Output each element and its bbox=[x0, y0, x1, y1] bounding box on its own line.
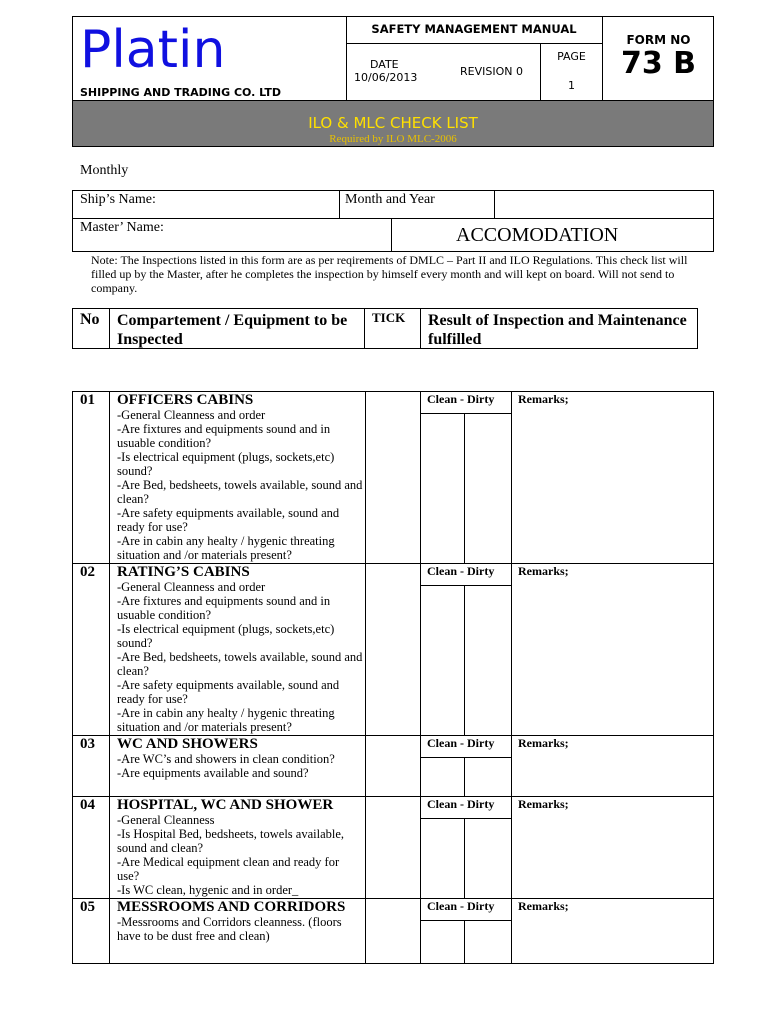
row-number: 02 bbox=[80, 564, 95, 580]
col-compartment: Compartement / Equipment to be Inspected bbox=[117, 312, 348, 348]
row-number: 04 bbox=[80, 797, 95, 813]
list-item: -Is electrical equipment (plugs, sockets,etc) sound? bbox=[117, 450, 335, 478]
company-name: SHIPPING AND TRADING CO. LTD bbox=[80, 86, 281, 99]
clean-dirty-label: Clean - Dirty bbox=[427, 797, 495, 811]
item-list bbox=[117, 580, 363, 734]
page-label: PAGE bbox=[557, 50, 586, 63]
tick-box[interactable] bbox=[366, 797, 419, 897]
clean-dirty-label: Clean - Dirty bbox=[427, 899, 495, 913]
row-divider bbox=[109, 735, 110, 796]
list-item: -Are in cabin any healty / hygenic threating situation and /or materials present? bbox=[117, 706, 335, 734]
frequency: Monthly bbox=[80, 163, 129, 178]
dirty-checkbox[interactable] bbox=[465, 921, 510, 962]
section-title: RATING’S CABINS bbox=[117, 564, 250, 580]
tick-box[interactable] bbox=[366, 392, 419, 562]
tick-box[interactable] bbox=[366, 899, 419, 962]
row-number: 05 bbox=[80, 899, 95, 915]
clean-checkbox[interactable] bbox=[421, 758, 463, 795]
clean-dirty-label: Clean - Dirty bbox=[427, 392, 495, 406]
col-tick: TICK bbox=[372, 310, 406, 325]
company-logo: Platin bbox=[80, 20, 226, 80]
list-item: -Are Bed, bedsheets, towels available, sound and clean? bbox=[117, 650, 363, 678]
dirty-checkbox[interactable] bbox=[465, 414, 510, 562]
tick-box[interactable] bbox=[366, 736, 419, 795]
dirty-checkbox[interactable] bbox=[465, 758, 510, 795]
list-item: -Messrooms and Corridors cleanness. (floors have to be dust free and clean) bbox=[117, 915, 342, 943]
clean-checkbox[interactable] bbox=[421, 921, 463, 962]
ship-name-label: Ship’s Name: bbox=[80, 192, 156, 207]
list-item: -Are WC’s and showers in clean condition? bbox=[117, 752, 335, 766]
remarks-label: Remarks; bbox=[518, 797, 569, 811]
list-item: -Is electrical equipment (plugs, sockets,etc) sound? bbox=[117, 622, 335, 650]
section-title: HOSPITAL, WC AND SHOWER bbox=[117, 797, 334, 813]
item-list bbox=[117, 915, 363, 943]
section-title: MESSROOMS AND CORRIDORS bbox=[117, 899, 346, 915]
month-year-field[interactable] bbox=[495, 191, 713, 218]
row-divider bbox=[109, 898, 110, 963]
list-item: -Is Hospital Bed, bedsheets, towels available, sound and clean? bbox=[117, 827, 345, 855]
master-name-field[interactable] bbox=[180, 219, 390, 251]
row-number: 01 bbox=[80, 392, 95, 408]
column-divider bbox=[364, 308, 365, 349]
info-divider bbox=[391, 218, 392, 252]
date-label: DATE bbox=[370, 58, 399, 71]
page-value: 1 bbox=[568, 79, 575, 92]
category-title: ACCOMODATION bbox=[456, 224, 619, 246]
manual-title: SAFETY MANAGEMENT MANUAL bbox=[371, 22, 577, 36]
revision: REVISION 0 bbox=[460, 65, 523, 78]
list-item: -General Cleanness and order bbox=[117, 408, 266, 422]
item-list bbox=[117, 408, 363, 562]
month-year-label: Month and Year bbox=[345, 192, 435, 207]
section-title: OFFICERS CABINS bbox=[117, 392, 254, 408]
section-title: WC AND SHOWERS bbox=[117, 736, 258, 752]
checklist-title: ILO & MLC CHECK LIST bbox=[308, 114, 478, 132]
remarks-field[interactable] bbox=[512, 814, 713, 897]
list-item: -Are in cabin any healty / hygenic threating situation and /or materials present? bbox=[117, 534, 335, 562]
list-item: -Are Medical equipment clean and ready for use? bbox=[117, 855, 340, 883]
row-divider bbox=[109, 796, 110, 898]
note-text: Note: The Inspections listed in this form are as per reqirements of DMLC – Part II and ILO Regulations. This check list will filled up by the Master, after he completes the inspection by himself every month and will kept on board. Will not send to company. bbox=[91, 253, 688, 295]
dirty-checkbox[interactable] bbox=[465, 586, 510, 734]
item-list bbox=[117, 813, 363, 897]
remarks-label: Remarks; bbox=[518, 736, 569, 750]
col-no: No bbox=[80, 311, 100, 328]
list-item: -Are fixtures and equipments sound and in usuable condition? bbox=[117, 422, 331, 450]
column-divider bbox=[420, 308, 421, 349]
clean-checkbox[interactable] bbox=[421, 819, 463, 897]
column-divider bbox=[109, 308, 110, 349]
form-no-label: FORM NO bbox=[626, 33, 691, 47]
remarks-field[interactable] bbox=[512, 581, 713, 734]
row-divider bbox=[109, 391, 110, 563]
header-divider bbox=[346, 43, 602, 44]
clean-dirty-label: Clean - Dirty bbox=[427, 564, 495, 578]
item-list bbox=[117, 752, 363, 780]
form-no-value: 73 B bbox=[620, 46, 697, 81]
date-value: 10/06/2013 bbox=[354, 71, 418, 84]
checklist-subtitle: Required by ILO MLC-2006 bbox=[329, 133, 457, 145]
list-item: -Are fixtures and equipments sound and in usuable condition? bbox=[117, 594, 331, 622]
row-divider bbox=[109, 563, 110, 735]
list-item: -General Cleanness bbox=[117, 813, 215, 827]
remarks-label: Remarks; bbox=[518, 899, 569, 913]
info-divider bbox=[339, 190, 340, 218]
tick-box[interactable] bbox=[366, 564, 419, 734]
remarks-label: Remarks; bbox=[518, 564, 569, 578]
clean-checkbox[interactable] bbox=[421, 586, 463, 734]
remarks-field[interactable] bbox=[512, 916, 713, 962]
remarks-field[interactable] bbox=[512, 753, 713, 795]
row-number: 03 bbox=[80, 736, 95, 752]
clean-checkbox[interactable] bbox=[421, 414, 463, 562]
remarks-field[interactable] bbox=[512, 409, 713, 562]
list-item: -Is WC clean, hygenic and in order_ bbox=[117, 883, 299, 897]
list-item: -General Cleanness and order bbox=[117, 580, 266, 594]
col-result: Result of Inspection and Maintenance fulfilled bbox=[428, 312, 687, 348]
remarks-label: Remarks; bbox=[518, 392, 569, 406]
list-item: -Are Bed, bedsheets, towels available, sound and clean? bbox=[117, 478, 363, 506]
ship-name-field[interactable] bbox=[170, 191, 338, 218]
list-item: -Are safety equipments available, sound and ready for use? bbox=[117, 506, 340, 534]
list-item: -Are safety equipments available, sound and ready for use? bbox=[117, 678, 340, 706]
dirty-checkbox[interactable] bbox=[465, 819, 510, 897]
master-name-label: Master’ Name: bbox=[80, 220, 164, 235]
clean-dirty-label: Clean - Dirty bbox=[427, 736, 495, 750]
list-item: -Are equipments available and sound? bbox=[117, 766, 309, 780]
info-divider bbox=[72, 218, 714, 219]
